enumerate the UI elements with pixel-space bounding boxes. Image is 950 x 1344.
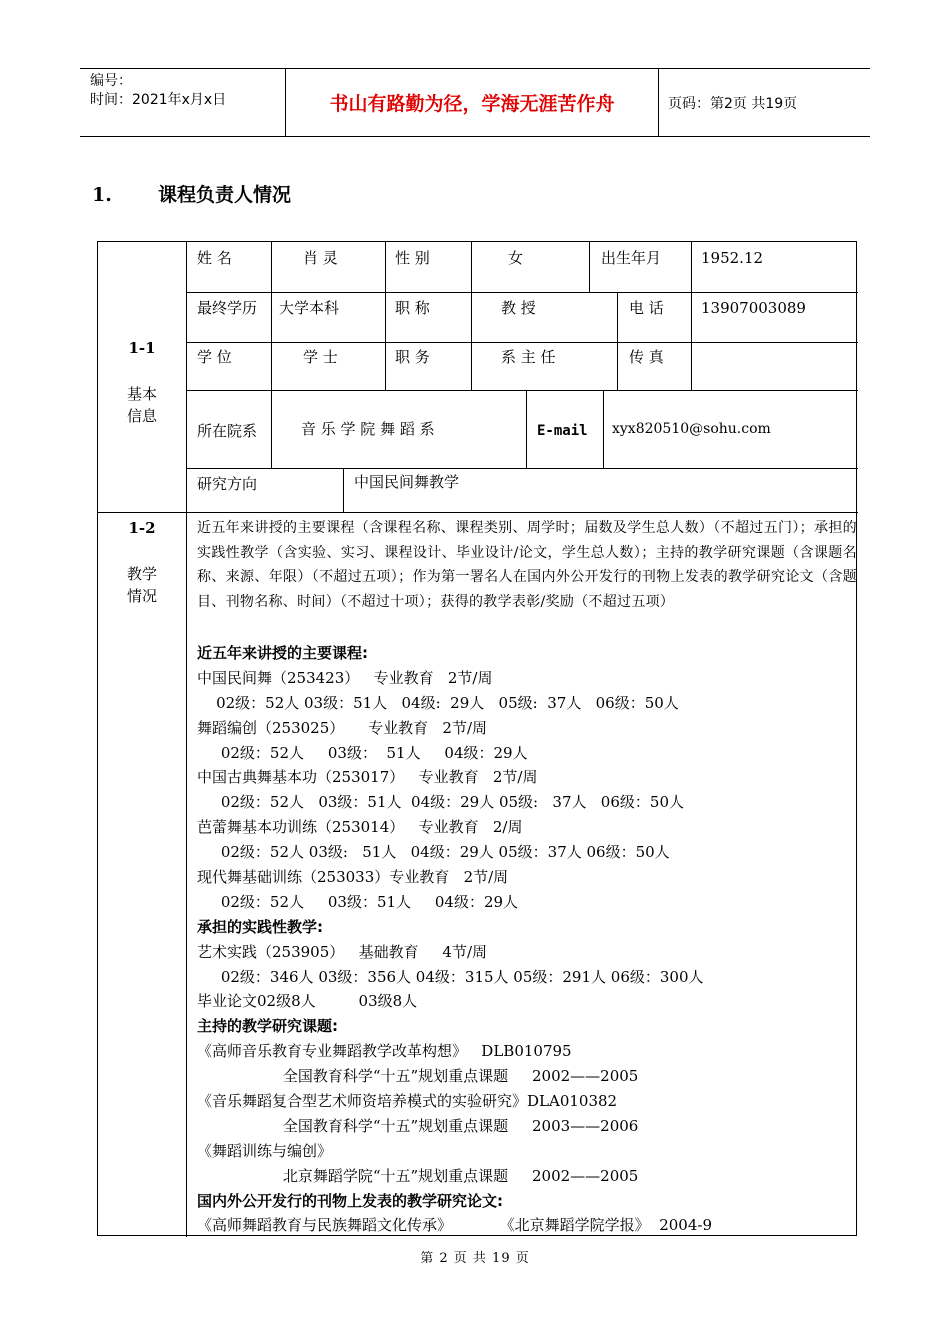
teaching-line: 毕业论文02级8人 03级8人 [197,992,418,1011]
header-meta [90,72,290,110]
row-divider [186,468,858,469]
cell-divider [271,242,272,390]
teaching-line: 02级：52人 03级： 51人 04级：29人 [197,743,528,762]
teaching-subheading: 主持的教学研究课题: [197,1017,338,1036]
research-label: 研究方向 [197,475,258,493]
phone-label: 电 话 [629,299,664,317]
section-title: 课程负责人情况 [158,184,292,206]
teaching-line: 舞蹈编创（253025） 专业教育 2节/周 [197,718,488,737]
teaching-label-2: 情况 [126,587,157,605]
teaching-line: 中国古典舞基本功（253017） 专业教育 2节/周 [197,768,538,787]
row-divider [186,390,858,391]
cell-divider [343,468,344,512]
row-divider [186,342,858,343]
title-label: 职 称 [395,299,430,317]
research-value: 中国民间舞教学 [354,473,460,491]
teaching-line: 02级：52人 03级：51人 04级：29人 05级: 37人 06级：50人 [197,793,684,812]
row-divider [186,292,858,293]
dept-value: 音 乐 学 院 舞 蹈 系 [301,420,435,438]
cell-divider [271,390,272,468]
teaching-line: 02级：52人 03级：51人 04级: 29人 05级: 37人 06级：50人 [197,693,679,712]
teaching-line: 芭蕾舞基本功训练（253014） 专业教育 2/周 [197,818,523,837]
email-value: xyx820510@sohu.com [612,421,771,437]
cell-divider [385,242,386,390]
phone-value: 13907003089 [701,299,806,317]
teaching-line: 《音乐舞蹈复合型艺术师资培养模式的实验研究》DLA010382 [197,1092,618,1111]
column-divider [186,242,187,1237]
section-heading [92,180,291,207]
teaching-code: 1-2 [128,519,156,537]
page-header [80,68,870,137]
gender-value: 女 [508,249,524,267]
teaching-subheading: 承担的实践性教学: [197,917,323,936]
cell-divider [617,292,618,390]
teaching-line: 北京舞蹈学院“十五”规划重点课题 2002——2005 [197,1166,639,1185]
section-divider [98,512,858,513]
teaching-line: 艺术实践（253905） 基础教育 4节/周 [197,942,488,961]
cell-divider [471,242,472,390]
teaching-line: 现代舞基础训练（253033）专业教育 2节/周 [197,868,509,887]
name-value: 肖 灵 [303,249,338,267]
post-label: 职 务 [395,348,430,366]
teaching-line: 《高师音乐教育专业舞蹈教学改革构想》 DLB010795 [197,1042,572,1061]
edu-label: 最终学历 [197,299,258,317]
teaching-instructions: 近五年来讲授的主要课程（含课程名称、课程类别、周学时；届数及学生总人数）（不超过五门）；承担的实践性教学（含实验、实习、课程设计、毕业设计/论文，学生总人数）；主持的教学研究课题（含课题名称、来源、年限）（不超过五项）；作为第一署名人在国内外公开发行的刊物上发表的教学研究论文（含题目、刊物名称、时间）（不超过十项）；获得的教学表彰/奖励（不超过五项） [197,520,857,610]
gender-label: 性 别 [395,249,430,267]
teaching-label-1: 教学 [126,565,157,583]
post-value: 系 主 任 [501,348,556,366]
title-value: 教 授 [501,299,536,317]
header-page-info: 页码：第2页 共19页 [668,96,798,112]
teaching-line: 中国民间舞（253423） 专业教育 2节/周 [197,668,493,687]
teaching-line: 02级：52人 03级：51人 04级：29人 [197,892,519,911]
basic-code: 1-1 [128,339,156,357]
teaching-line: 全国教育科学“十五”规划重点课题 2003——2006 [197,1116,639,1135]
dept-label: 所在院系 [197,422,258,440]
teaching-line: 02级：52人 03级: 51人 04级：29人 05级：37人 06级：50人 [197,843,670,862]
teaching-content [197,641,857,1238]
edu-value: 大学本科 [279,299,340,317]
name-label: 姓 名 [197,249,232,267]
serial-label: 编号： [90,73,132,89]
cell-divider [691,242,692,390]
basic-label-2: 信息 [126,407,157,425]
teaching-subheading: 近五年来讲授的主要课程: [197,644,368,662]
teaching-line: 《高师舞蹈教育与民族舞蹈文化传承》 《北京舞蹈学院学报》 2004-9 [197,1216,713,1235]
teaching-line: 02级：346人 03级：356人 04级：315人 05级：291人 06级：300人 [197,967,704,986]
teaching-line: 《舞蹈训练与编创》 [197,1141,333,1160]
teaching-subheading: 国内外公开发行的刊物上发表的教学研究论文: [197,1191,504,1210]
birth-label: 出生年月 [601,249,662,267]
header-motto: 书山有路勤为径，学海无涯苦作舟 [285,69,659,136]
basic-label-1: 基本 [126,385,157,403]
email-label: E-mail [537,423,588,439]
degree-value: 学 士 [303,348,338,366]
cell-divider [589,242,590,292]
fax-label: 传 真 [629,348,664,366]
date-label: 时间：2021年x月x日 [90,92,227,108]
cell-divider [526,390,527,468]
leader-info-table [97,241,857,1236]
degree-label: 学 位 [197,348,232,366]
cell-divider [603,390,604,468]
page-footer: 第 2 页 共 19 页 [420,1251,530,1266]
birth-value: 1952.12 [701,249,764,267]
teaching-line: 全国教育科学“十五”规划重点课题 2002——2005 [197,1067,639,1086]
section-number: 1. [92,184,112,206]
